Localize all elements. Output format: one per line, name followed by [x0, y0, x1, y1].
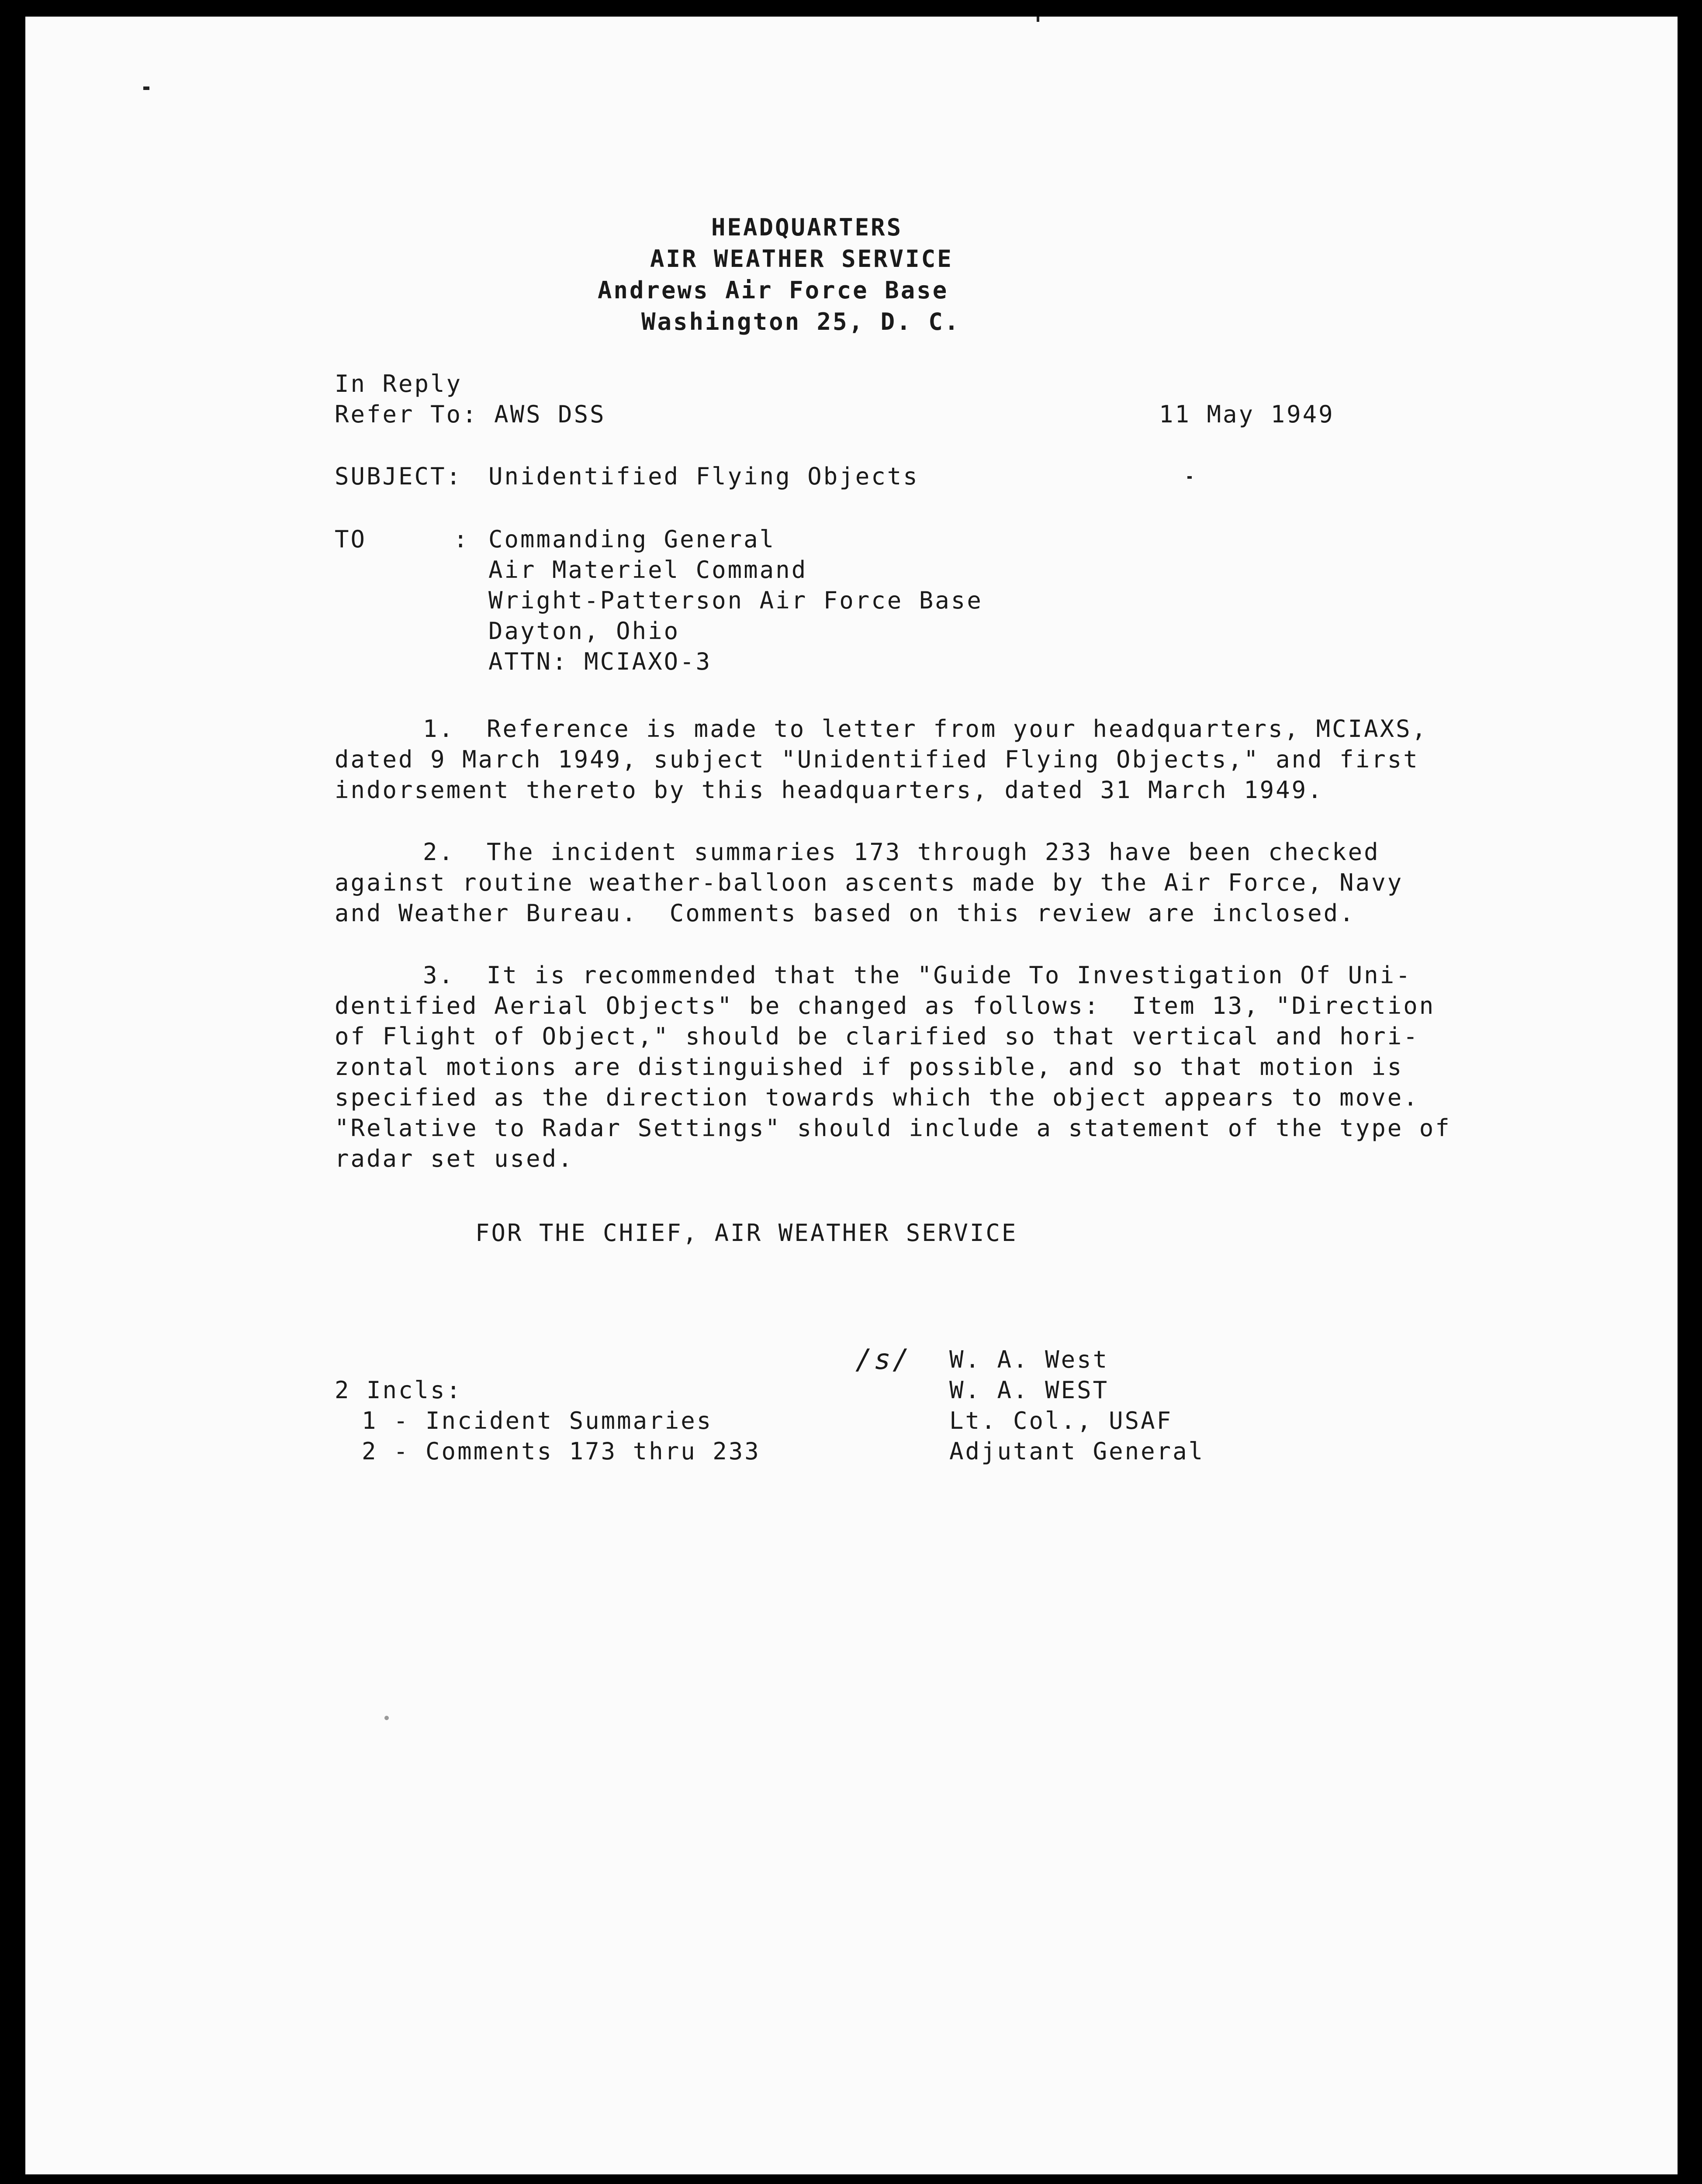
paragraph-2-line-2: against routine weather-balloon ascents made by the Air Force, Navy	[335, 869, 1404, 896]
paragraph-3-line-3: of Flight of Object," should be clarified so that vertical and hori-	[335, 1023, 1419, 1050]
signature-rank: Lt. Col., USAF	[949, 1407, 1173, 1434]
signature-title: Adjutant General	[949, 1438, 1205, 1465]
inclosure-item-1: 1 - Incident Summaries	[362, 1407, 713, 1434]
letterhead-line-4: Washington 25, D. C.	[641, 308, 961, 335]
paragraph-3-line-4: zontal motions are distinguished if possible, and so that motion is	[335, 1053, 1404, 1081]
subject-text: Unidentified Flying Objects	[488, 463, 919, 490]
inclosure-item-2: 2 - Comments 173 thru 233	[362, 1438, 761, 1465]
to-label: TO	[335, 525, 367, 553]
inclosures-heading: 2 Incls:	[335, 1376, 463, 1404]
signature-mark: /s/	[855, 1344, 911, 1376]
letterhead-line-2: AIR WEATHER SERVICE	[650, 245, 953, 273]
paragraph-1-line-3: indorsement thereto by this headquarters, dated 31 March 1949.	[335, 776, 1324, 804]
scan-mark	[143, 86, 149, 90]
paragraph-1-line-1: 1. Reference is made to letter from your headquarters, MCIAXS,	[423, 715, 1428, 743]
signature-signed: W. A. West	[949, 1346, 1109, 1373]
subject-label: SUBJECT:	[335, 463, 463, 490]
paragraph-3-line-7: radar set used.	[335, 1145, 574, 1172]
letterhead-line-3: Andrews Air Force Base	[598, 276, 949, 304]
letter-date: 11 May 1949	[1159, 401, 1335, 428]
reply-line-1: In Reply	[335, 370, 463, 397]
address-line-4: Dayton, Ohio	[488, 617, 680, 645]
closing-line: FOR THE CHIEF, AIR WEATHER SERVICE	[475, 1219, 1018, 1247]
signature-name: W. A. WEST	[949, 1376, 1109, 1404]
paragraph-2-line-1: 2. The incident summaries 173 through 233 have been checked	[423, 838, 1380, 866]
address-line-3: Wright-Patterson Air Force Base	[488, 587, 983, 614]
paragraph-1-line-2: dated 9 March 1949, subject "Unidentified Flying Objects," and first	[335, 746, 1419, 773]
reply-line-2: Refer To: AWS DSS	[335, 401, 606, 428]
scan-mark	[384, 1716, 389, 1720]
address-line-2: Air Materiel Command	[488, 556, 808, 584]
address-line-5: ATTN: MCIAXO-3	[488, 648, 712, 675]
scan-mark	[1037, 17, 1039, 22]
paragraph-3-line-2: dentified Aerial Objects" be changed as follows: Item 13, "Direction	[335, 992, 1436, 1019]
paragraph-3-line-6: "Relative to Radar Settings" should include a statement of the type of	[335, 1114, 1451, 1142]
paragraph-3-line-1: 3. It is recommended that the "Guide To Investigation Of Uni-	[423, 961, 1412, 989]
stray-dot	[1187, 476, 1192, 479]
letterhead-line-1: HEADQUARTERS	[711, 214, 903, 241]
paragraph-2-line-3: and Weather Bureau. Comments based on this review are inclosed.	[335, 899, 1356, 927]
paragraph-3-line-5: specified as the direction towards which the object appears to move.	[335, 1084, 1419, 1111]
to-colon: :	[453, 525, 470, 553]
document-page	[25, 17, 1678, 2174]
address-line-1: Commanding General	[488, 525, 776, 553]
